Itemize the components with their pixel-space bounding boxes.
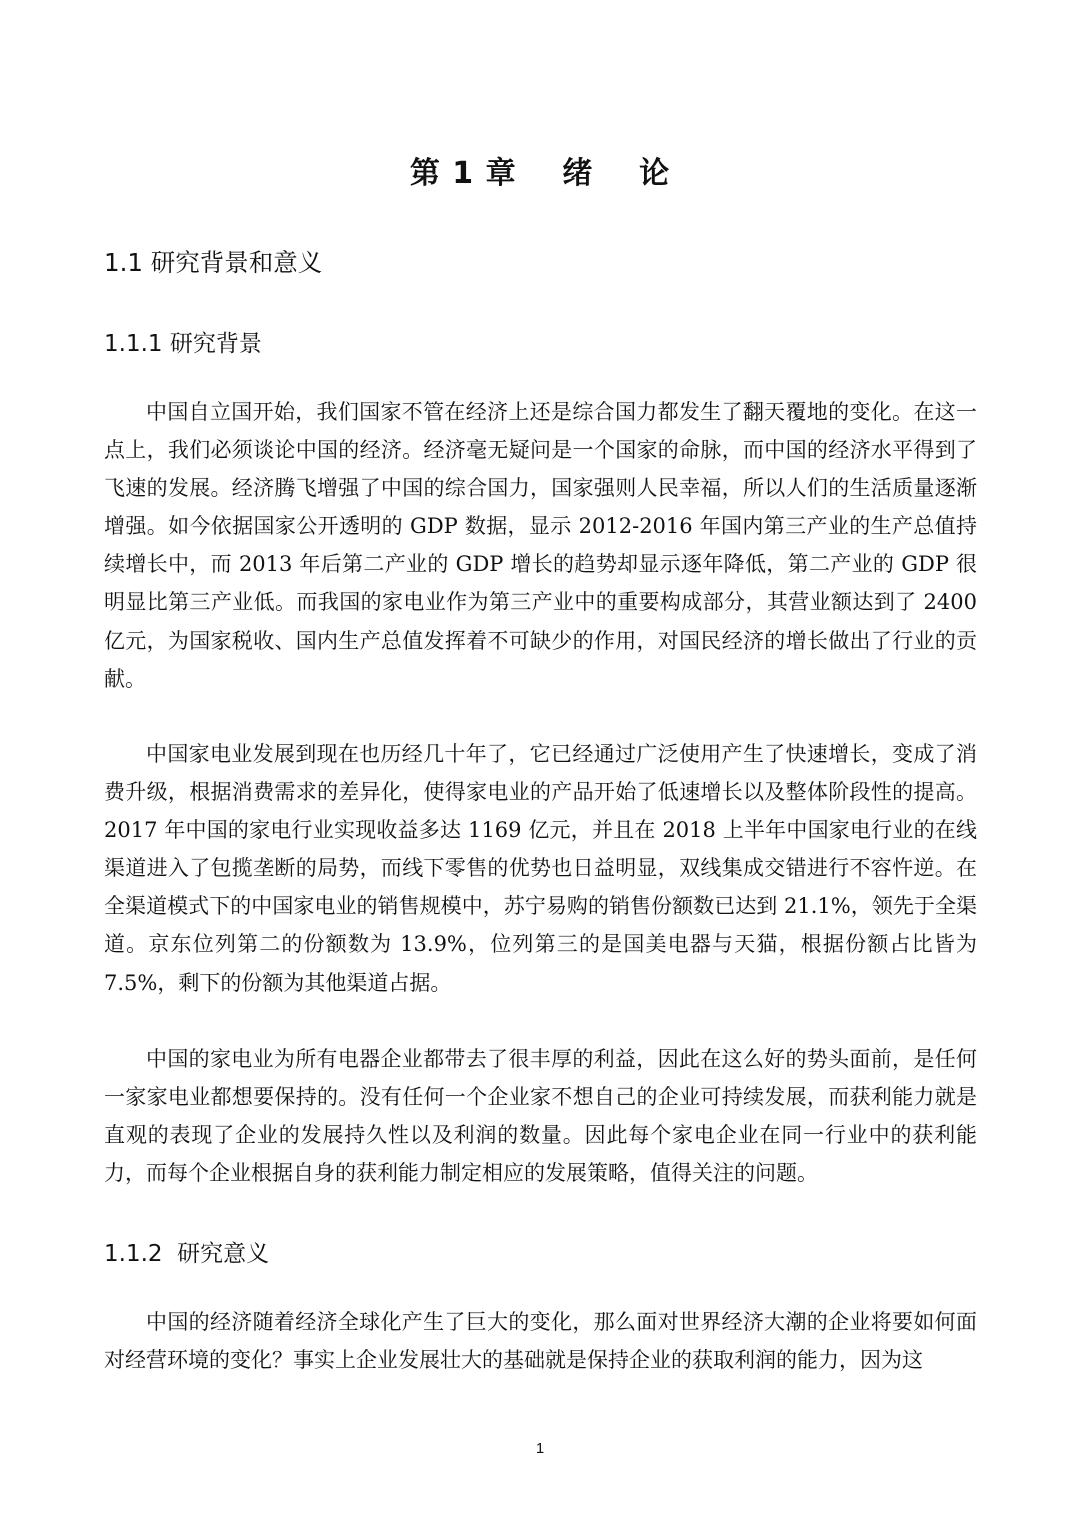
paragraph-background-3: 中国的家电业为所有电器企业都带去了很丰厚的利益，因此在这么好的势头面前，是任何一家家电业都想要保持的。没有任何一个企业家不想自己的企业可持续发展，而获利能力就是直观的表现了企业的发展持久性以及利润的数量。因此每个家电企业在同一行业中的获利能力，而每个企业根据自身的获利能力制定相应的发展策略，值得关注的问题。 <box>104 1047 977 1186</box>
paragraph-background-1: 中国自立国开始，我们国家不管在经济上还是综合国力都发生了翻天覆地的变化。在这一点上，我们必须谈论中国的经济。经济毫无疑问是一个国家的命脉，而中国的经济水平得到了飞速的发展。经济腾飞增强了中国的综合国力，国家强则人民幸福，所以人们的生活质量逐渐增强。如今依据国家公开透明的 GDP 数据，显示 2012-2016 年国内第三产业的生产总值持续增长中，而 2013 年后第二产业的 GDP 增长的趋势却显示逐年降低，第二产业的 GDP 很明显比第三产业低。而我国的家电业作为第三产业中的重要构成部分，其营业额达到了 2400 亿元，为国家税收、国内生产总值发挥着不可缺少的作用，对国民经济的增长做出了行业的贡献。 <box>104 400 977 691</box>
paragraph-significance-1: 中国的经济随着经济全球化产生了巨大的变化，那么面对世界经济大潮的企业将要如何面对经营环境的变化？事实上企业发展壮大的基础就是保持企业的获取利润的能力，因为这 <box>104 1310 977 1373</box>
page-number: 1 <box>535 1440 545 1457</box>
paragraph-background-2: 中国家电业发展到现在也历经几十年了，它已经通过广泛使用产生了快速增长，变成了消费升级，根据消费需求的差异化，使得家电业的产品开始了低速增长以及整体阶段性的提高。2017 年中国的家电行业实现收益多达 1169 亿元，并且在 2018 上半年中国家电行业的在线渠道进入了包揽垄断的局势，而线下零售的优势也日益明显，双线集成交错进行不容忤逆。在全渠道模式下的中国家电业的销售规模中，苏宁易购的销售份额数已达到 21.1%，领先于全渠道。京东位列第二的份额数为 13.9%，位列第三的是国美电器与天猫，根据份额占比皆为 7.5%，剩下的份额为其他渠道占据。 <box>104 742 977 995</box>
section-heading-1-1: 1.1 研究背景和意义 <box>104 248 323 277</box>
chapter-title: 第 1 章 绪 论 <box>409 156 671 191</box>
subsection-heading-1-1-2: 1.1.2 研究意义 <box>104 1241 270 1267</box>
subsection-heading-1-1-1: 1.1.1 研究背景 <box>104 331 262 357</box>
